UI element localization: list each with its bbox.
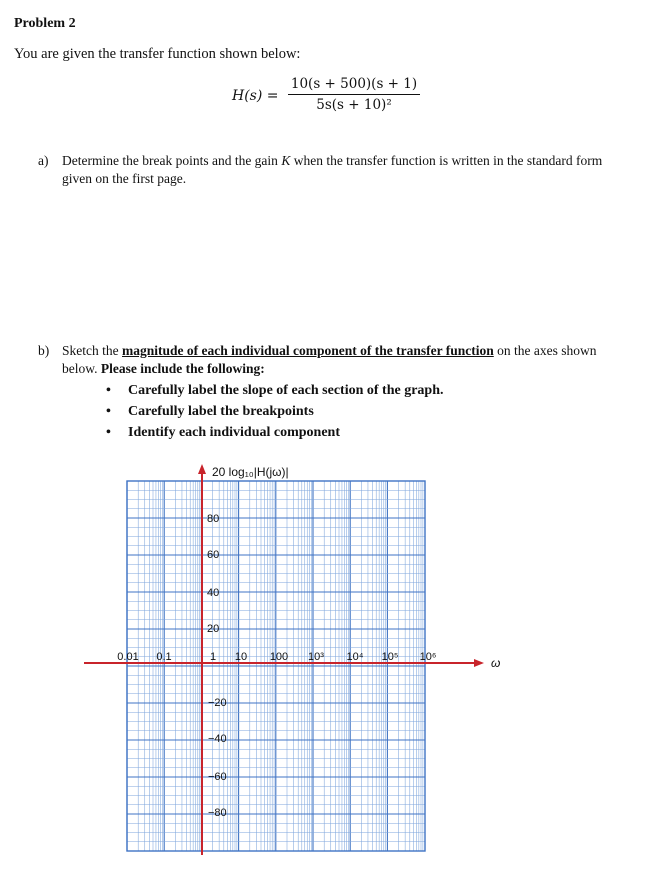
part-b-label: b) [38,343,50,358]
problem-title: Problem 2 [14,16,76,31]
semilog-grid [127,481,425,851]
x-axis-label: ω [491,656,501,670]
part-a-label: a) [38,153,49,168]
part-b-text [62,342,628,378]
bullet-item [106,422,444,443]
equation-numerator: 10(s + 500)(s + 1) [290,76,418,92]
bullet-text: Carefully label the breakpoints [128,404,314,419]
bullet-item [106,401,444,422]
x-tick-label: 100 [269,651,289,663]
bullet-text: Carefully label the slope of each section of the graph. [128,383,444,398]
bullet-text: Identify each individual component [128,425,340,440]
y-axis-arrow [198,464,206,474]
part-b-bold: Please include the following: [100,361,265,376]
grid-border [127,481,425,851]
part-a-text [62,152,618,188]
part-b-text-2: on the axes shown below. [62,343,597,376]
equation-denominator: 5s(s + 10)² [316,97,392,113]
y-tick-label: −20 [208,697,227,709]
x-axis-arrow [474,659,484,667]
bullet-glyph: • [106,425,111,440]
part-a-gain-symbol: K [281,153,291,168]
x-tick-label: 10³ [308,651,324,663]
y-tick-label: 40 [207,587,220,599]
bullet-item [106,380,444,401]
part-b [38,342,628,378]
x-tick-label: 10 [234,651,248,663]
y-tick-label: −80 [208,807,227,819]
x-tick-label: 1 [209,651,217,663]
y-tick-label: 20 [207,623,220,635]
part-a-text-2: when the transfer function is written in the standard form given on the first page. [62,153,603,186]
y-tick-label: 60 [207,549,220,561]
fraction-bar [288,94,420,95]
y-tick-label: 80 [207,513,220,525]
bullet-glyph: • [106,404,111,419]
bullet-glyph: • [106,383,111,398]
axes [84,464,484,855]
x-tick-label: 10⁵ [381,651,399,663]
part-a [38,152,618,188]
y-tick-label: −40 [208,733,227,745]
equation-fraction [284,76,424,113]
x-tick-label: 10⁶ [419,651,437,663]
y-tick-label: −60 [208,771,227,783]
tick-labels [117,513,436,819]
x-tick-label: 0.1 [156,651,172,663]
x-tick-label: 10⁴ [346,651,364,663]
problem-intro: You are given the transfer function shown below: [14,46,301,62]
part-b-bullet-list [106,380,444,443]
equation-lhs: H(s) = [232,88,279,104]
y-axis-label: 20 log₁₀|H(jω)| [212,465,289,479]
part-a-text-1: Determine the break points and the gain [62,153,282,168]
part-b-underlined: magnitude of each individual component of the transfer function [122,343,494,358]
x-tick-label: 0.01 [117,651,139,663]
part-b-text-1: Sketch the [62,343,122,358]
